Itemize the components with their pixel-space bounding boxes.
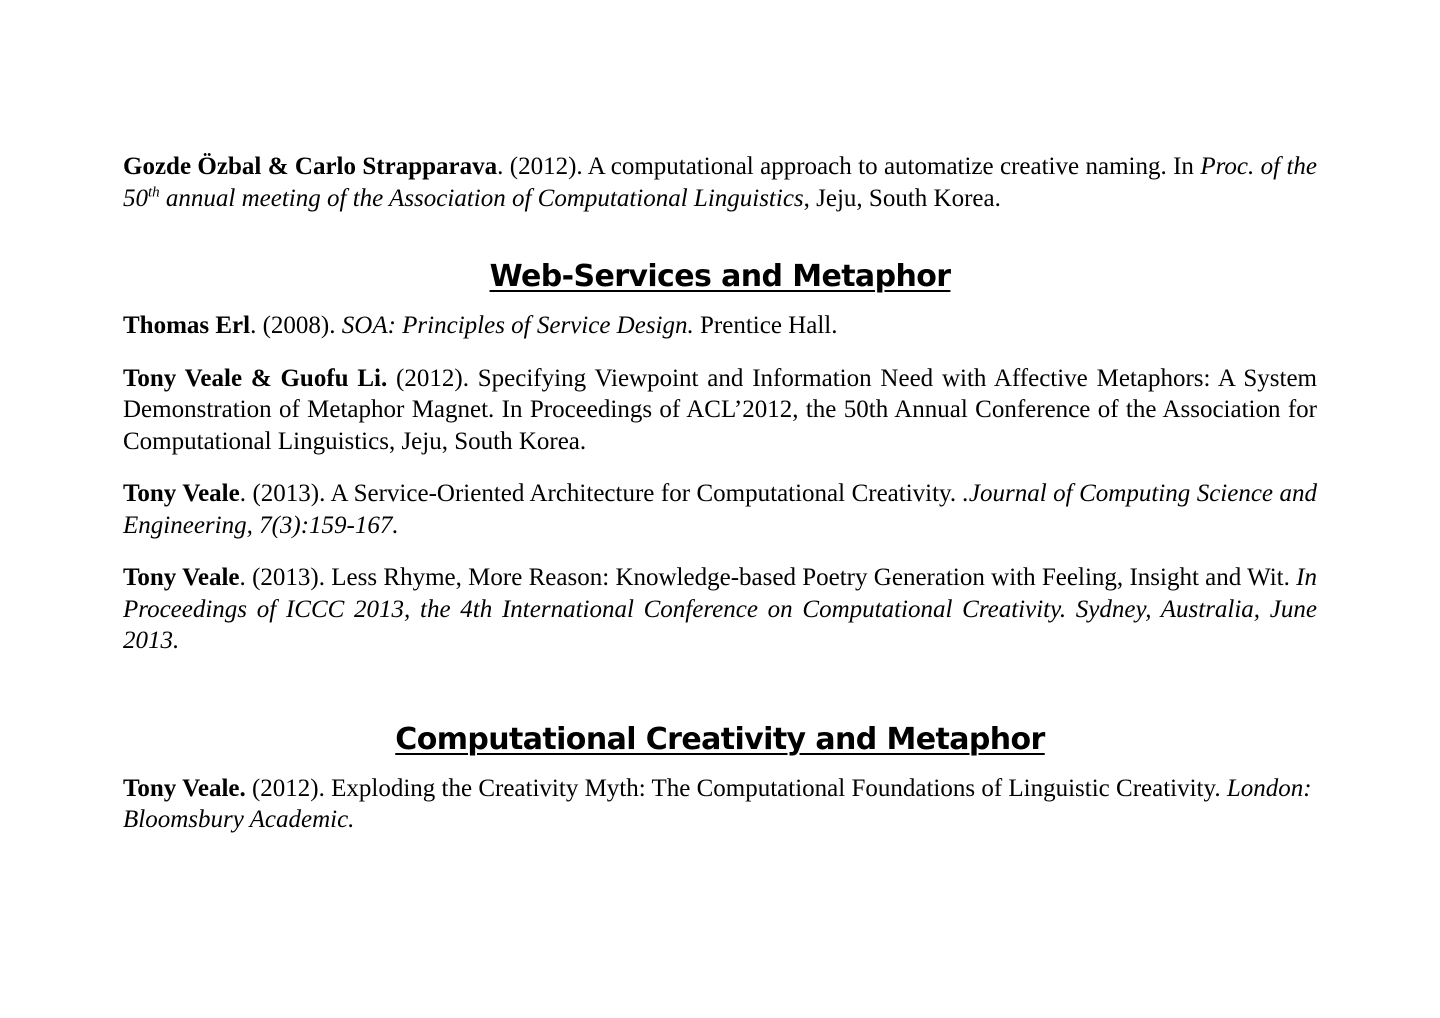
reference-text: . (2013). A Service-Oriented Architecture for Computational Creativity. (239, 480, 963, 507)
reference-authors: Tony Veale & Guofu Li. (123, 364, 388, 392)
reference-text: . (2008). (250, 312, 342, 339)
reference-entry (123, 478, 1317, 541)
section-heading-computational-creativity: Computational Creativity and Metaphor (395, 721, 1045, 757)
reference-title: SOA: Principles of Service Design. (341, 312, 694, 339)
reference-entry (123, 363, 1317, 458)
reference-title: .Journal of Computing Science and Engineering, 7(3):159-167. (123, 480, 1318, 539)
section-heading-web-services: Web-Services and Metaphor (489, 259, 951, 294)
reference-authors: Tony Veale (123, 564, 240, 591)
reference-text: (2012). Exploding the Creativity Myth: The Computational Foundations of Linguistic Creativity. (245, 774, 1227, 802)
reference-authors: Gozde Özbal & Carlo Strapparava (123, 153, 498, 180)
reference-text: Prentice Hall. (693, 312, 838, 339)
reference-title: London: Bloomsbury Academic. (123, 774, 1312, 833)
reference-authors: Thomas Erl (123, 312, 251, 339)
reference-entry (123, 151, 1317, 214)
superscript: th (148, 184, 160, 201)
reference-authors: Tony Veale. (123, 774, 246, 802)
reference-entry (123, 562, 1317, 657)
reference-page (123, 151, 1317, 836)
reference-entry (123, 773, 1317, 836)
reference-venue: Proc. of the 50th annual meeting of the Association of Computational Linguistics (123, 153, 1318, 212)
reference-text: (2012). Specifying Viewpoint and Information Need with Affective Metaphors: A System Demonstration of Metaphor Magnet. In Proceedings of ACL’2012, the 50th Annual Conference of the Association for Computational Linguistics, Jeju, South Korea. (123, 364, 1317, 455)
reference-entry (123, 310, 1317, 342)
reference-text: , Jeju, South Korea. (803, 184, 1001, 212)
reference-title: In Proceedings of ICCC 2013, the 4th International Conference on Computational Creativity. Sydney, Australia, June 2013. (123, 564, 1317, 654)
reference-text: . (2013). Less Rhyme, More Reason: Knowledge-based Poetry Generation with Feeling, Insight and Wit. (239, 564, 1297, 591)
reference-authors: Tony Veale (123, 480, 240, 507)
reference-text: . (2012). A computational approach to automatize creative naming. In (497, 153, 1201, 180)
